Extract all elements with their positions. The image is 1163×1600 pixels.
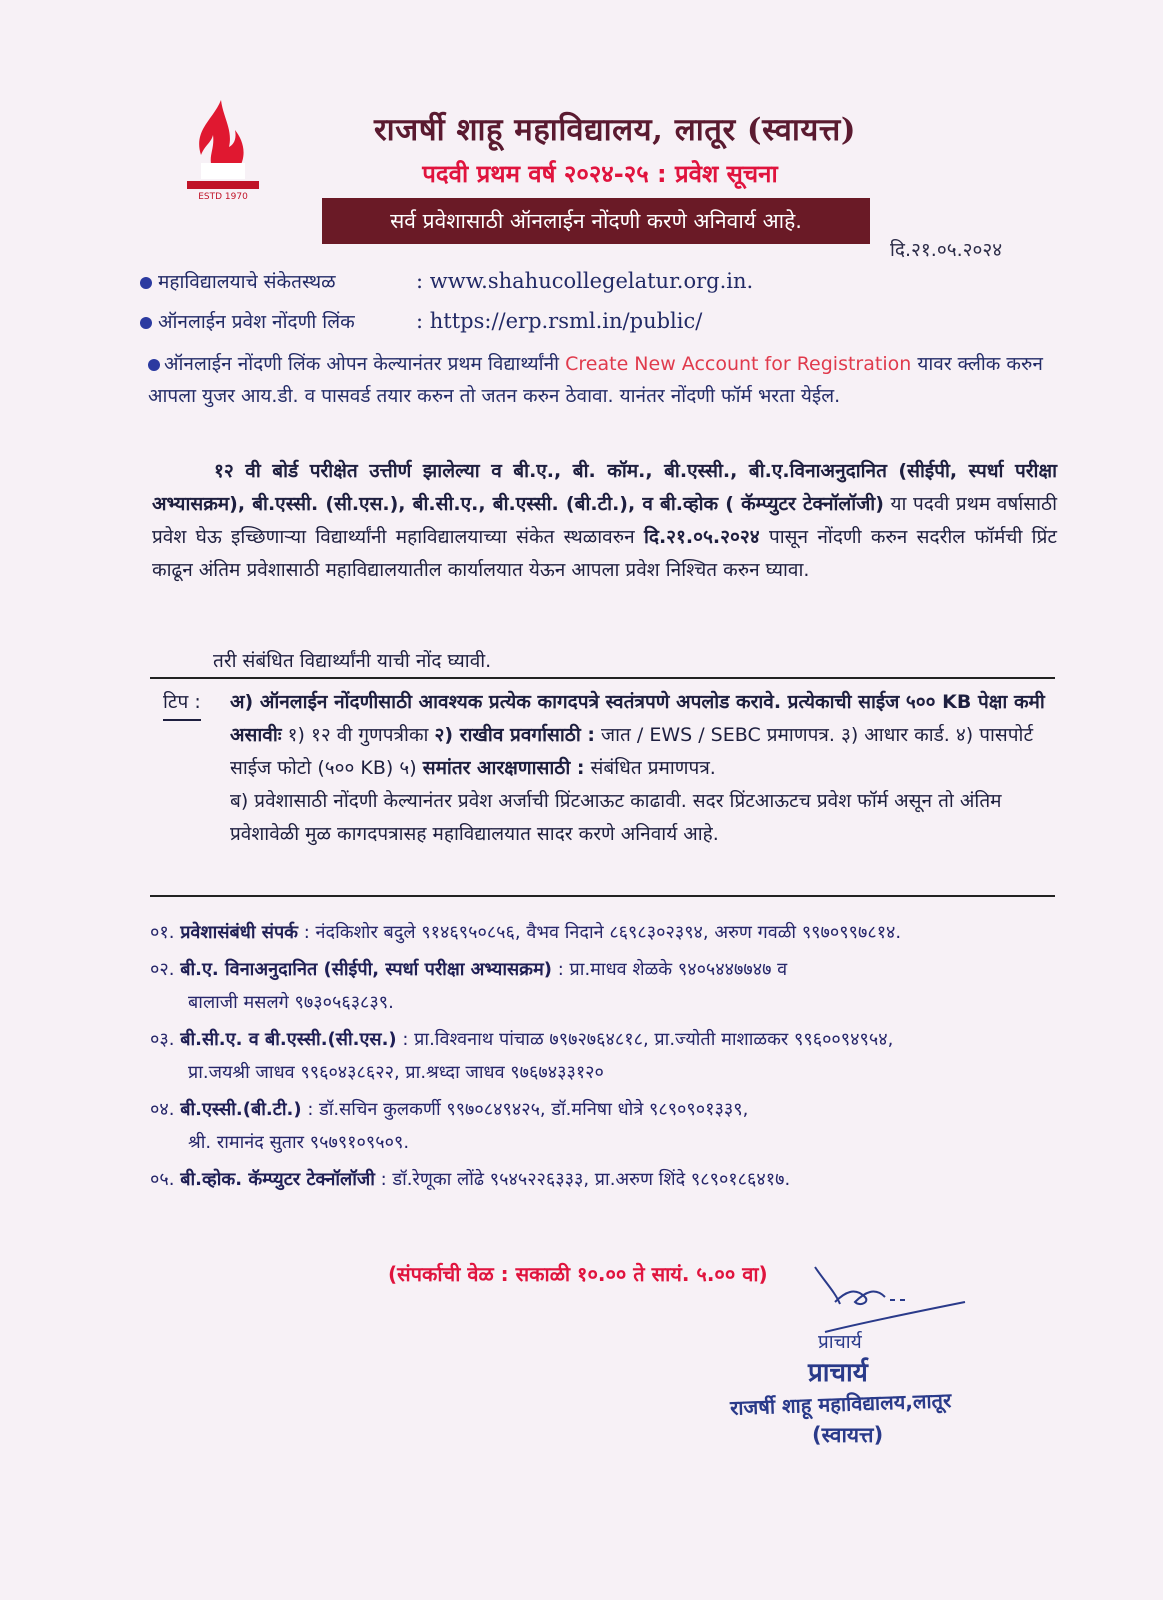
notice-date: दि.२१.०५.२०२४ [890,239,1003,261]
contact-time: (संपर्काची वेळ : सकाळी १०.०० ते सायं. ५.०० वा) [388,1262,768,1286]
tip-body [230,686,1053,851]
logo-estd-text: ESTD 1970 [198,192,248,202]
note-line: तरी संबंधित विद्यार्थ्यांनी याची नोंद घ्यावी. [213,650,492,672]
registration-instructions [148,348,1056,412]
courses-list: १२ वी बोर्ड परीक्षेत उत्तीर्ण झालेल्या व बी.ए., बी. कॉम., बी.एस्सी., बी.ए.विनाअनुदानित (सीईपी, स्पर्धा परीक्षा अभ्यासक्रम), बी.एस्सी. (सी.एस.), बी.सी.ए., बी.एस्सी. (बी.टी.), व बी.व्होक ( कॅम्प्युटर टेक्नॉलॉजी) [152,460,1057,515]
contact-text: : डॉ.रेणूका लोंढे ९५४५२२६३३३, प्रा.अरुण शिंदे ९८९०१८६४१७. [380,1169,791,1190]
contact-heading: बी.व्होक. कॅम्प्युटर टेक्नॉलॉजी [180,1169,375,1190]
registration-link[interactable]: : https://erp.rsml.in/public/ [416,309,703,333]
contact-row [150,1023,1055,1089]
contact-row [150,916,1055,949]
tip-a-parallel: समांतर आरक्षणासाठी : [422,757,585,779]
create-account-text: Create New Account for Registration [565,353,912,375]
contact-heading: बी.सी.ए. व बी.एस्सी.(सी.एस.) [180,1029,397,1050]
instructions-part1: ऑनलाईन नोंदणी लिंक ओपन केल्यानंतर प्रथम विद्यार्थ्यांनी [164,353,560,375]
banner-text: सर्व प्रवेशासाठी ऑनलाईन नोंदणी करणे अनिवार्य आहे. [390,209,802,233]
contact-continuation: बालाजी मसलगे ९७३०५६३८३९. [188,992,394,1013]
paragraph-text1: या पदवी प्रथम वर्षासाठी प्रवेश घेऊ इच्छिणाऱ्या विद्यार्थ्यांनी महाविद्यालयाच्या संकेत स्थळावरुन [152,493,1057,548]
paragraph-text2: पासून नोंदणी करुन सदरील फॉर्मची प्रिंट काढून अंतिम प्रवेशासाठी महाविद्यालयातील कार्यालयात येऊन आपला प्रवेश निश्चित करुन घ्यावा. [152,526,1057,581]
stamp-college: राजर्षी शाहू महाविद्यालय,लातूर [729,1388,952,1420]
contact-heading: बी.एस्सी.(बी.टी.) [180,1099,302,1120]
contact-number: ०३. [150,1029,175,1050]
website-link[interactable]: : www.shahucollegelatur.org.in. [416,269,754,293]
contact-heading: प्रवेशासंबंधी संपर्क [180,922,298,943]
divider [150,677,1055,679]
stamp-status: (स्वायत्त) [812,1423,884,1447]
tip-a-heading: अ) ऑनलाईन नोंदणीसाठी आवश्यक प्रत्येक कागदपत्रे स्वतंत्रपणे अपलोड करावे. प्रत्येकाची साईज ५०० KB पेक्षा कमी असावीः [230,691,1045,746]
contact-text: : प्रा.माधव शेळके ९४०५४४७७४७ व [557,959,788,980]
contact-row [150,1093,1055,1159]
website-row [140,268,753,294]
contact-number: ०४. [150,1099,175,1120]
contact-continuation: प्रा.जयश्री जाधव ९९६०४३८६२२, प्रा.श्रध्दा जाधव ९७६७४३३१२० [188,1062,604,1083]
tip-b: ब) प्रवेशासाठी नोंदणी केल्यानंतर प्रवेश अर्जाची प्रिंटआऊट काढावी. सदर प्रिंटआऊटच प्रवेश फॉर्म असून तो अंतिम प्रवेशावेळी मुळ कागदपत्रासह महाविद्यालयात सादर करणे अनिवार्य आहे. [230,790,1002,845]
college-logo [183,95,263,205]
contact-row [150,1163,1055,1196]
instructions-part2: यावर क्लीक करुन आपला युजर आय.डी. व पासवर्ड तयार करुन तो जतन करुन ठेवावा. यानंतर नोंदणी फॉर्म भरता येईल. [148,353,1043,407]
notice-subtitle: पदवी प्रथम वर्ष २०२४-२५ : प्रवेश सूचना [422,160,778,188]
contact-text: : नंदकिशोर बदुले ९१४६९५०८५६, वैभव निदाने ८६९८३०२३९४, अरुण गवळी ९९७०९९७८१४. [303,922,902,943]
contact-number: ०१. [150,922,175,943]
contacts-list [150,916,1055,1200]
tip-a-text3: संबंधित प्रमाणपत्र. [590,757,716,779]
contact-row [150,953,1055,1019]
contact-heading: बी.ए. विनाअनुदानित (सीईपी, स्पर्धा परीक्षा अभ्यासक्रम) [180,959,553,980]
bullet-icon [148,359,160,371]
tip-a-text1: १) १२ वी गुणपत्रीका [287,724,429,746]
contact-continuation: श्री. रामानंद सुतार ९५७९१०९५०९. [188,1132,410,1153]
start-date: दि.२१.०५.२०२४ [643,526,760,548]
bullet-icon [140,317,152,329]
mandatory-banner [322,198,870,244]
contact-number: ०२. [150,959,175,980]
contact-number: ०५. [150,1169,175,1190]
tip-a-reserved: २) राखीव प्रवर्गासाठी : [434,724,595,746]
divider [150,895,1055,897]
signature-handwritten: प्राचार्य [818,1331,862,1353]
tip-a-text2: जात / EWS / SEBC प्रमाणपत्र. ३) आधार कार्ड. ४) पासपोर्ट साईज फोटो (५०० KB) ५) [230,724,1034,779]
contact-text: : डॉ.सचिन कुलकर्णी ९९७०८४९४२५, डॉ.मनिषा धोत्रे ९८९०९०१३३९, [307,1099,749,1120]
tip-a [230,686,1053,785]
bullet-icon [140,277,152,289]
stamp-title: प्राचार्य [808,1358,868,1388]
contact-text: : प्रा.विश्वनाथ पांचाळ ७९७२७६४८१८, प्रा.ज्योती माशाळकर ९९६००९४९५४, [402,1029,894,1050]
website-label: महाविद्यालयाचे संकेतस्थळ [158,271,336,293]
admission-paragraph [152,455,1057,587]
registration-link-row [140,308,702,334]
college-name: राजर्षी शाहू महाविद्यालय, लातूर (स्वायत्त) [374,112,856,148]
flame-logo-icon [183,95,263,205]
tip-label: टिप : [163,686,201,721]
registration-link-label: ऑनलाईन प्रवेश नोंदणी लिंक [158,311,355,333]
